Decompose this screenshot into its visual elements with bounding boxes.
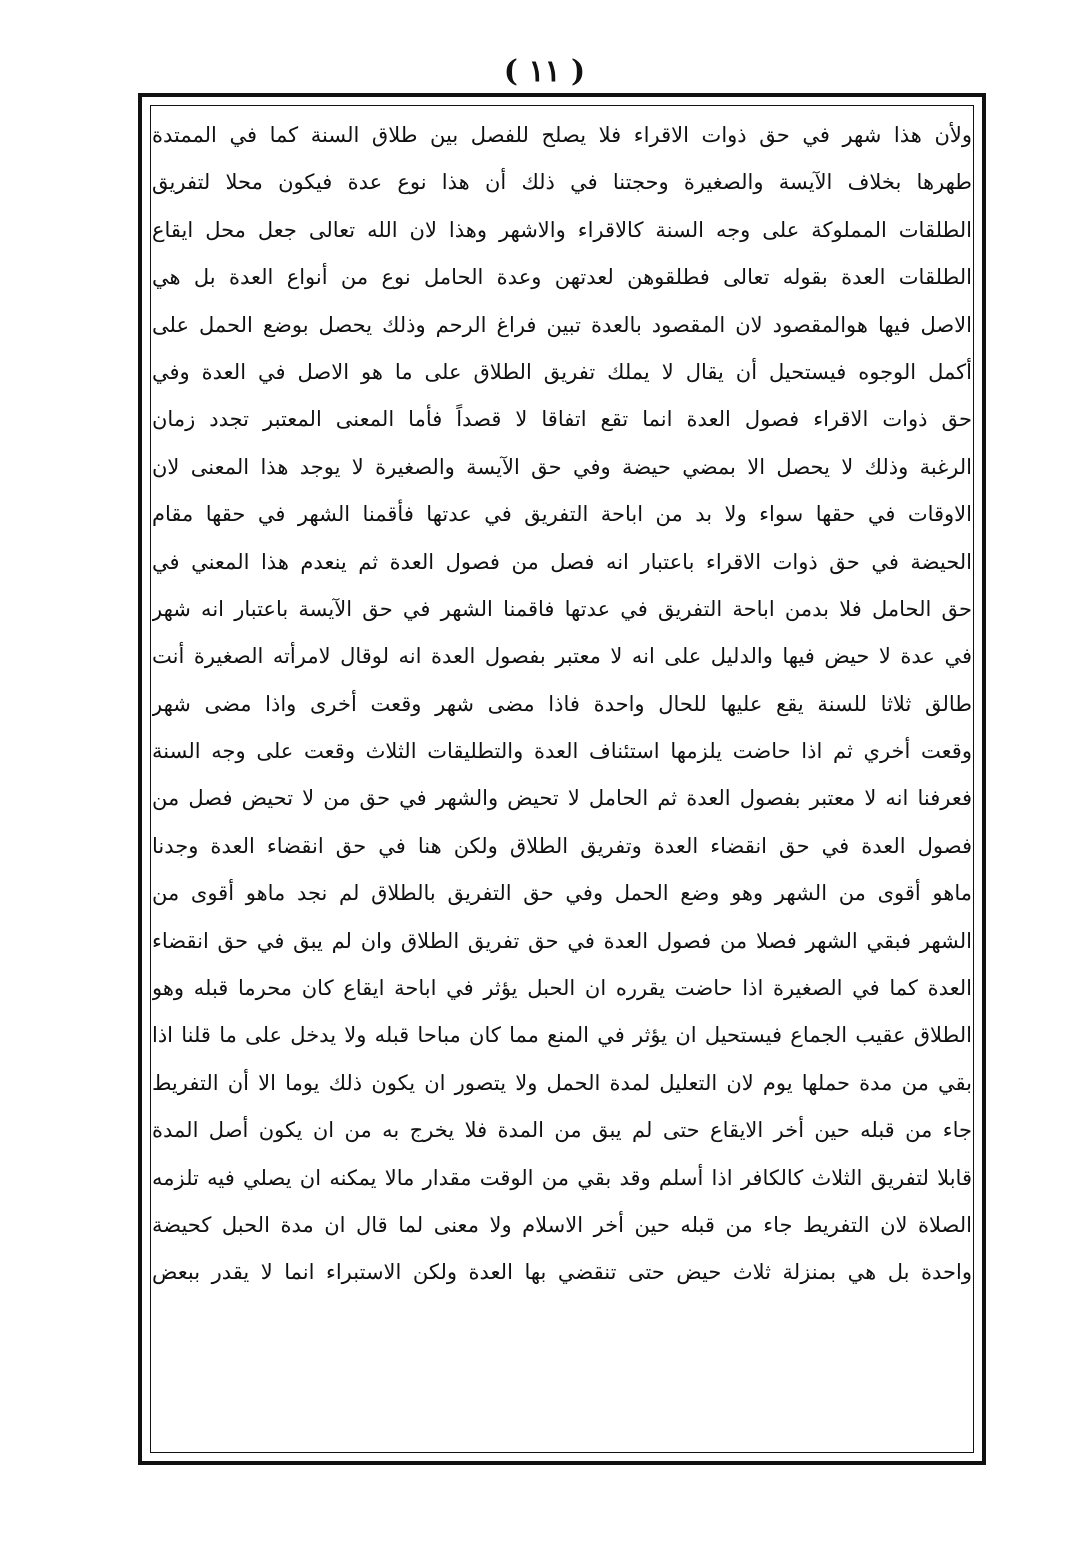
text-line: قابلا لتفريق الثلاث كالكافر اذا أسلم وقد بقي من الوقت مقدار مالا يمكنه ان يصلي فيه تلزمه (152, 1165, 972, 1190)
text-line: الشهر فبقي الشهر فصلا من فصول العدة في حق تفريق الطلاق وان لم يبق في حق انقضاء (152, 928, 972, 953)
page-number: ( ١١ ) (503, 54, 586, 89)
text-line: الحيضة في حق ذوات الاقراء باعتبار انه فصل من فصول العدة ثم ينعدم هذا المعني في (152, 549, 972, 574)
text-line: الطلاق عقيب الجماع فيستحيل ان يؤثر في المنع مما كان مباحا قبله ولا يدخل على ما قلنا اذا (152, 1023, 972, 1048)
text-line: الصلاة لان التفريط جاء من قبله حين أخر الاسلام ولا معنى لما قال ان مدة الحبل كحيضة (152, 1212, 972, 1237)
text-line: بقي من مدة حملها يوم لان التعليل لمدة الحمل ولا يتصور ان يكون ذلك يوما الا أن التفريط (152, 1070, 972, 1095)
text-line: حق الحامل فلا بدمن اباحة التفريق في عدتها فاقمنا الشهر في حق الآيسة باعتبار انه شهر (152, 596, 972, 621)
text-line: الاوقات في حقها سواء ولا بد من اباحة التفريق في عدتها فأقمنا الشهر في حقها مقام (152, 502, 972, 527)
text-line: فصول العدة في حق انقضاء العدة وتفريق الطلاق ولكن هنا في حق انقضاء العدة وجدنا (152, 833, 972, 858)
text-line: في عدة لا حيض فيها والدليل على انه لا معتبر بفصول العدة انه لوقال لامرأته الصغيرة أنت (152, 644, 972, 669)
text-line: الرغبة وذلك لا يحصل الا بمضي حيضة وفي حق الآيسة والصغيرة لا يوجد هذا المعنى لان (152, 454, 972, 479)
text-line: ولأن هذا شهر في حق ذوات الاقراء فلا يصلح للفصل بين طلاق السنة كما في الممتدة (152, 123, 972, 147)
text-line: الاصل فيها هوالمقصود لان المقصود بالعدة تبين فراغ الرحم وذلك يحصل بوضع الحمل على (152, 312, 972, 337)
body-text (152, 112, 972, 1297)
text-line: وقعت أخري ثم اذا حاضت يلزمها استئناف العدة والتطليقات الثلاث وقعت على وجه السنة (152, 739, 972, 764)
text-line: حق ذوات الاقراء فصول العدة انما تقع اتفاقا لا قصداً فأما المعنى المعتبر تجدد زمان (152, 407, 972, 432)
text-line: العدة كما في الصغيرة اذا حاضت يقرره ان الحبل يؤثر في اباحة ايقاع كان محرما قبله وهو (152, 976, 972, 1001)
text-line: فعرفنا انه لا معتبر بفصول العدة ثم الحامل لا تحيض والشهر في حق من لا تحيض فصل من (152, 786, 972, 811)
text-line: طالق ثلاثا للسنة يقع عليها للحال واحدة فاذا مضى شهر وقعت أخرى واذا مضى شهر (152, 691, 972, 716)
text-line: طهرها بخلاف الآيسة والصغيرة وحجتنا في ذلك أن هذا نوع عدة فيكون محلا لتفريق (152, 170, 972, 195)
text-line: واحدة بل هي بمنزلة ثلاث حيض حتى تنقضي بها العدة ولكن الاستبراء انما لا يقدر ببعض (152, 1260, 972, 1285)
text-line: الطلقات العدة بقوله تعالى فطلقوهن لعدتهن وعدة الحامل نوع من أنواع العدة بل هي (152, 265, 972, 290)
text-line: الطلقات المملوكة على وجه السنة كالاقراء والاشهر وهذا لان الله تعالى جعل محل ايقاع (152, 217, 972, 242)
text-line: أكمل الوجوه فيستحيل أن يقال لا يملك تفريق الطلاق على ما هو الاصل في العدة وفي (152, 359, 972, 384)
text-line: جاء من قبله حين أخر الايقاع حتى لم يبق من المدة فلا يخرج به من ان يكون أصل المدة (152, 1118, 972, 1143)
text-line: ماهو أقوى من الشهر وهو وضع الحمل وفي حق التفريق بالطلاق لم نجد ماهو أقوى من (152, 881, 972, 906)
